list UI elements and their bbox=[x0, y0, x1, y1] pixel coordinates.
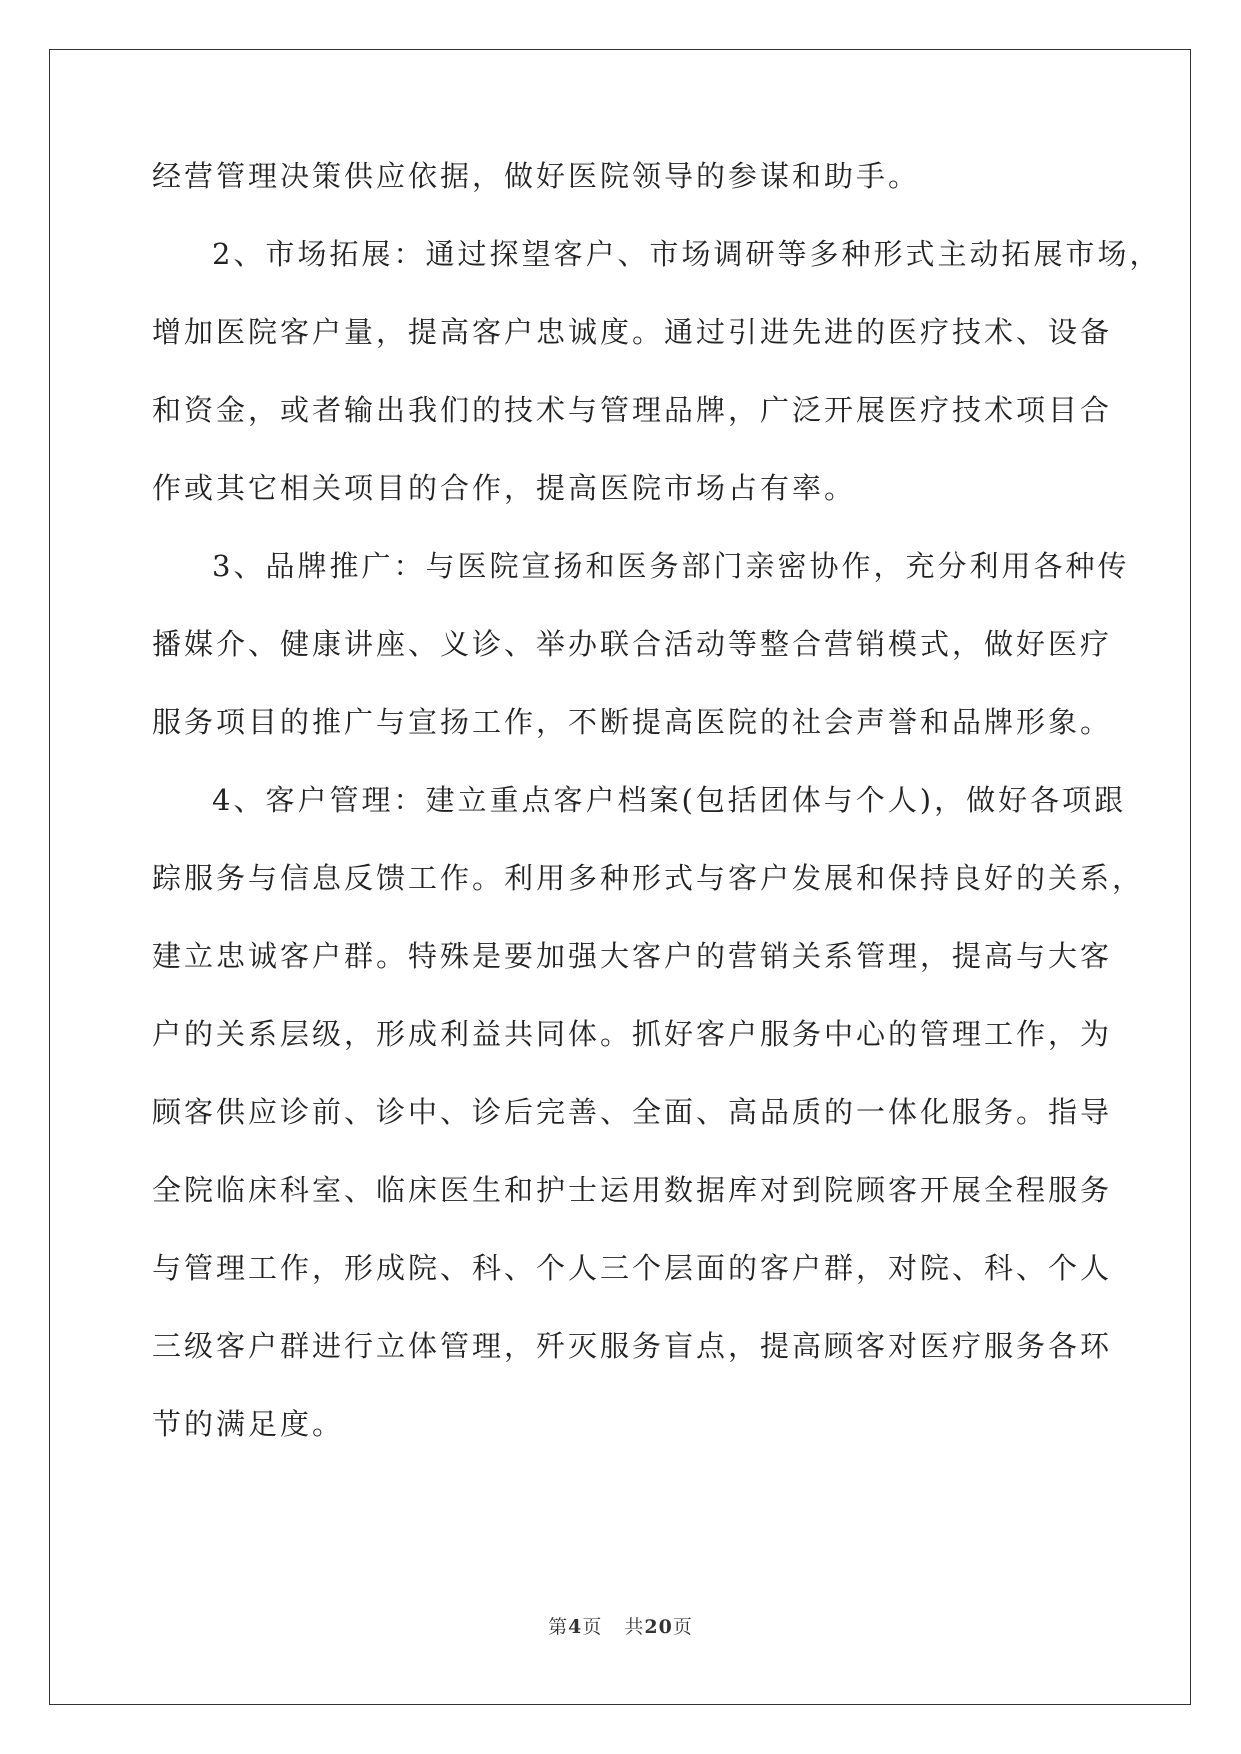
line-spacer bbox=[152, 352, 1092, 391]
line-spacer bbox=[152, 664, 1092, 703]
text-line: 与管理工作，形成院、科、个人三个层面的客户群，对院、科、个人 bbox=[152, 1251, 1113, 1285]
paragraph-brand-promotion bbox=[152, 547, 1130, 742]
paragraph-spacer bbox=[152, 742, 1092, 781]
total-suffix: 页 bbox=[672, 1616, 693, 1638]
text-line: 播媒介、健康讲座、义诊、举办联合活动等整合营销模式，做好医疗 bbox=[152, 627, 1113, 661]
text-line: 踪服务与信息反馈工作。利用多种形式与客户发展和保持良好的关系， bbox=[152, 861, 1145, 895]
paragraph-spacer bbox=[152, 508, 1092, 547]
paragraph-customer-management bbox=[152, 781, 1145, 1444]
line-spacer bbox=[152, 430, 1092, 469]
line-spacer bbox=[152, 1210, 1092, 1249]
page-number: 4 bbox=[568, 1616, 583, 1638]
page-prefix: 第 bbox=[548, 1616, 569, 1638]
text-line: 全院临床科室、临床医生和护士运用数据库对到院顾客开展全程服务 bbox=[152, 1173, 1113, 1207]
paragraph-market-expansion bbox=[152, 235, 1162, 508]
text-line: 2、市场拓展：通过探望客户、市场调研等多种形式主动拓展市场， bbox=[212, 237, 1162, 271]
text-line: 经营管理决策供应依据，做好医院领导的参谋和助手。 bbox=[152, 159, 921, 193]
line-spacer bbox=[152, 1054, 1092, 1093]
document-body bbox=[152, 157, 1162, 1444]
text-line: 和资金，或者输出我们的技术与管理品牌，广泛开展医疗技术项目合 bbox=[152, 393, 1113, 427]
line-spacer bbox=[152, 274, 1092, 313]
text-line: 3、品牌推广：与医院宣扬和医务部门亲密协作，充分利用各种传 bbox=[212, 549, 1130, 583]
line-spacer bbox=[152, 898, 1092, 937]
text-line: 增加医院客户量，提高客户忠诚度。通过引进先进的医疗技术、设备 bbox=[152, 315, 1113, 349]
total-prefix: 共 bbox=[624, 1616, 645, 1638]
text-line: 节的满足度。 bbox=[152, 1407, 345, 1441]
text-line: 作或其它相关项目的合作，提高医院市场占有率。 bbox=[152, 471, 857, 505]
text-line: 服务项目的推广与宣扬工作，不断提高医院的社会声誉和品牌形象。 bbox=[152, 705, 1113, 739]
paragraph-spacer bbox=[152, 196, 1092, 235]
line-spacer bbox=[152, 1366, 1092, 1405]
text-line: 4、客户管理：建立重点客户档案(包括团体与个人)，做好各项跟 bbox=[212, 783, 1127, 817]
text-line: 三级客户群进行立体管理，歼灭服务盲点，提高顾客对医疗服务各环 bbox=[152, 1329, 1113, 1363]
page-footer bbox=[0, 1612, 1241, 1639]
paragraph-intro-tail bbox=[152, 157, 1092, 196]
line-spacer bbox=[152, 1132, 1092, 1171]
page-suffix: 页 bbox=[582, 1616, 603, 1638]
total-pages: 20 bbox=[644, 1616, 673, 1638]
text-line: 顾客供应诊前、诊中、诊后完善、全面、高品质的一体化服务。指导 bbox=[152, 1095, 1113, 1129]
line-spacer bbox=[152, 820, 1092, 859]
line-spacer bbox=[152, 1288, 1092, 1327]
text-line: 户的关系层级，形成利益共同体。抓好客户服务中心的管理工作，为 bbox=[152, 1017, 1113, 1051]
text-line: 建立忠诚客户群。特殊是要加强大客户的营销关系管理，提高与大客 bbox=[152, 939, 1113, 973]
line-spacer bbox=[152, 976, 1092, 1015]
line-spacer bbox=[152, 586, 1092, 625]
